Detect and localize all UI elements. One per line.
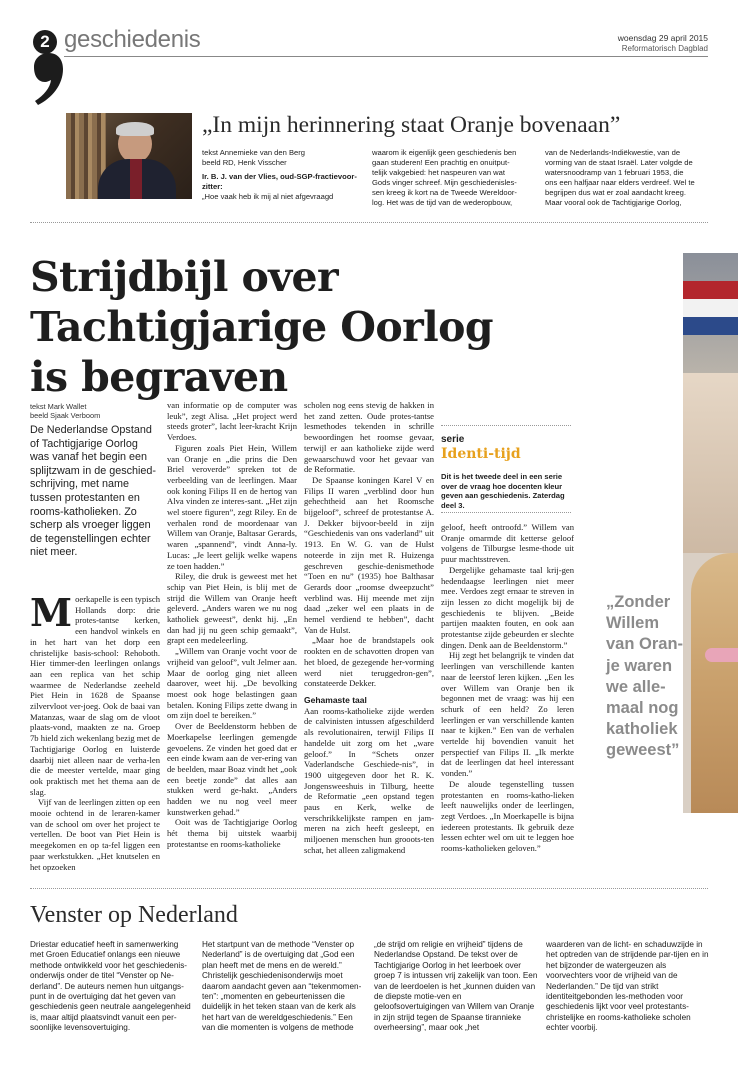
- pull-quote-line: we alle-: [606, 677, 666, 696]
- article-title: [30, 252, 493, 402]
- serie-top-rule: [441, 425, 571, 426]
- article-column-3: [304, 400, 434, 856]
- article-column-2: [167, 400, 297, 850]
- article-paragraph: scholen nog eens stevig de hakken in het zand zetten. Oude protes-tantse lesmethodes tekenden in schrille bewoordingen het roomse gevaar, terwijl er aan katholieke zijde werd gewaarschuwd voor het gevaar van de Reformatie.: [304, 400, 434, 475]
- article-column-1: [30, 590, 160, 872]
- article-paragraph: oerkapelle is een typisch Hollands dorp: drie protes-tantse kerken, een handvol winkels en in het hart van het dorp een christelijke basis-school: Rehoboth. Hier timmer-den leerlingen onlangs aan een replica van het schip waarmee de Nederlandse zeeheld Piet Hein in 1628 de Spaanse zilvervloot ver-joeg. Ook de baai van Matanzas, waar de slag om de vloot plaats-vond, maakten ze na. Groep 7b hield zich wekenlang bezig met de Tachtigjarige Oorlog en luisterde daarbij niet alleen naar de verha-len die de meester vertelde, maar ging ook praktisch met het thema aan de slag.: [30, 594, 160, 797]
- article-credit: tekst Mark Wallet: [30, 402, 87, 411]
- article-credit: beeld Sjaak Verboom: [30, 411, 101, 421]
- quote-text-line: „Hoe vaak heb ik mij al niet afgevraagd: [202, 191, 334, 201]
- article-paragraph: Dergelijke gehamaste taal krij-gen hedendaagse leerlingen niet meer mee. Verdoes zegt ernaar te streven in zijn lessen zo dicht mogelijk bij de geschiedenis te blijven. „Beide partijen maakten fouten, en ook aan protestantse zijde gebeurden er slechte dingen. Denk aan de Beeldenstorm.”: [441, 564, 574, 650]
- venster-title: Venster op Nederland: [30, 902, 238, 928]
- quote-credit: beeld RD, Henk Visscher: [202, 157, 287, 167]
- publication-name: Reformatorisch Dagblad: [621, 44, 708, 53]
- header-rule: [64, 56, 708, 57]
- page-number-badge: [33, 30, 57, 54]
- quote-column-1: [202, 148, 362, 202]
- article-subheading: Gehamaste taal: [304, 694, 367, 705]
- quote-text-line: telijk vakgebied: het naspeuren van wat: [372, 167, 505, 177]
- article-credits: [30, 402, 100, 421]
- article-paragraph: Vijf van de leerlingen zitten op een mooie ochtend in de leraren-kamer van de school om over het project te vertellen. De boot van Piet Hein is meegekomen en op ta-fel liggen een paar werkstukken. „Het knutselen en het opzoeken: [30, 797, 160, 872]
- article-paragraph: De Spaanse koningen Karel V en Filips II waren „verblind door hun gehechtheid aan het Roomsche bijgeloof”, schreef de protestantse A. J. Dekker bijvoor-beeld in zijn “Geschiedenis van ons vaderland” uit 1913. En W. G. van de Hulst noteerde in zijn met R. Huizenga geschreven geschie-denismethode “Toen en nu” (1935) hoe Balthasar Gerards door „roomse dweepzucht” verblind was. Hij meende met zijn daad „zeker wel een plaats in de hemel verdiend te hebben”, dacht Van de Hulst.: [304, 474, 434, 635]
- article-intro: De Nederlandse Opstand of Tachtigjarige Oorlog was vanaf het begin een splijtzwam in de geschied-schrijving, met name tussen protestanten en rooms-katholieken. Zo scherp als vroeger liggen de tegenstellingen echter niet meer.: [30, 424, 157, 559]
- comma-ornament-icon: [30, 53, 64, 105]
- article-paragraph: Ooit was de Tachtigjarige Oorlog hét thema bij uitstek waarbij protestantse en rooms-katholieke: [167, 817, 297, 849]
- venster-top-rule: [30, 888, 708, 889]
- serie-name: Identi-tijd: [441, 446, 521, 462]
- venster-column-2: Het startpunt van de methode “Venster op Nederland” is de overtuiging dat „God een plan heeft met de mens en de wereld.” Christelijk geschiedenisonderwijs moet daarom aandacht geven aan “tekenmomen-ten”: „momenten en gebeurtenissen die duidelijk in het teken staan van de kerk als het hart van de wereldgeschiedenis.” Een van die momenten is volgens de methode: [202, 940, 362, 1033]
- quote-text-line: vorming van de staat Israël. Later volgde de: [545, 157, 693, 167]
- portrait-photo: [66, 113, 192, 199]
- article-title-line: Tachtigjarige Oorlog: [30, 303, 493, 351]
- article-paragraph: De aloude tegenstelling tussen protestanten en rooms-katho-lieken leeft nauwelijks onder de leerlingen, zegt Verdoes. „In Moerkapelle is bijna iedereen protestants. Ik gebruik deze lessen echter wel om uit te leggen hoe rooms-katholieken geloven.”: [441, 778, 574, 854]
- venster-column-4: waarderen van de licht- en schaduwzijde in het optreden van de strijdende par-tijen en in het bijzonder de watergeuzen als voorvechters voor de vrijheid van de Nederlanden.” De tijd van strikt identiteitgebonden les-methoden voor geschiedenis lijkt voor veel protestants-christelijke en rooms-katholieke scholen echter voorbij.: [546, 940, 709, 1033]
- article-paragraph: Hij zegt het belangrijk te vinden dat leerlingen van verschillende kanten naar de leerstof leren kijken. „Een les over Willem van Oranje ben ik begonnen met de vraag: was hij een schurk of een held? Zo leren leerlingen er van verschillende kanten naar te kijken.” Een van de verhalen vertelde hij bovendien vanuit het perspectief van Filips II. „Ik merkte dat de leerlingen dat heel interessant vonden.”: [441, 650, 574, 779]
- pull-quote-line: Willem: [606, 614, 660, 633]
- quote-text-line: van de Nederlands-Indiëkwestie, van de: [545, 148, 681, 157]
- issue-date: woensdag 29 april 2015: [617, 33, 708, 43]
- quote-text-line: log. Het was de tijd van de wederopbouw,: [372, 197, 513, 207]
- quote-text-line: watersnoodramp van 1 februari 1953, die: [545, 167, 684, 177]
- article-paragraph: Over de Beeldenstorm hebben de Moerkapelse leerlingen gemengde gevoelens. Ze vinden het goed dat er een einde kwam aan de ver-ering van de beelden, maar Boaz vindt het „ook een beetje zonde” dat alles aan stukken werd ge-hakt. „Anders hadden we nu nog veel meer kunstwerken gehad.”: [167, 721, 297, 817]
- quote-headline: „In mijn herinnering staat Oranje bovenaan”: [202, 112, 621, 138]
- article-paragraph: Aan rooms-katholieke zijde werden de calvinisten intussen afgeschilderd als revolutionairen, terwijl Filips II handelde uit zorg om het „ware geloof.” In “Schets onzer Vaderlandsche Geschiede-nis”, in 1900 uitgegeven door het R. K. Jongensweeshuis in Tilburg, heette de Reformatie „een opstand tegen paus en Kerk, welke de verschrikkelijkste rampen en jam-meren na zich heeft gesleept, en miljoenen menschen hun grooots-ten schat, het alleen zaligmakend: [304, 705, 434, 855]
- serie-description: Dit is het tweede deel in een serie over de vraag hoe docenten kleur geven aan geschiedenis. Zaterdag deel 3.: [441, 472, 565, 510]
- quote-text-line: Gods vinger schreef. Mijn geschiedenisles-: [372, 177, 517, 187]
- article-column-4: [441, 522, 574, 854]
- article-paragraph: Figuren zoals Piet Hein, Willem van Oranje en „die prins die Den Briel veroverde” spreken tot de verbeelding van de leerlingen. Maar ook koning Filips II en de hertog van Alva vinden ze interes-sant. „Het zijn wel stoere figuren”, zegt Riley. En de verhalen rond de moordenaar van Willem van Oranje, Baltasar Gerards, waren „spannend”, vindt Anna-ly. Lucas: „Je leert gelijk welke wapens ze toen hadden.”: [167, 442, 297, 571]
- quote-column-2: [372, 148, 540, 207]
- quote-text-line: Maar vooral ook de Tachtigjarige Oorlog,: [545, 197, 682, 207]
- quote-speaker: zitter:: [202, 181, 223, 191]
- article-title-line: Strijdbijl over: [30, 253, 339, 301]
- quote-text-line: waarom ik eigenlijk geen geschiedenis ben: [372, 148, 517, 157]
- page-number: 2: [40, 32, 50, 51]
- article-paragraph: van informatie op de computer was leuk”, zegt Alisa. „Het project werd steeds groter”, lacht leer-kracht Krijn Verdoes.: [167, 400, 297, 443]
- article-paragraph: „Willem van Oranje vocht voor de vrijheid van geloof”, vult Jelmer aan. Maar de oorlog ging niet alleen daarover, weet hij. „De bevolking moest ook hoge belastingen gaan betalen. Koning Filips zette dwang in om zijn doel te bereiken.”: [167, 646, 297, 721]
- pull-quote-line: van Oran-: [606, 635, 684, 654]
- article-title-line: is begraven: [30, 353, 288, 401]
- drop-cap: M: [30, 590, 73, 635]
- pull-quote-line: je waren: [606, 656, 673, 675]
- venster-column-3: „de strijd om religie en vrijheid” tijdens de Nederlandse Opstand. De tekst over de Tachtigjarige Oorlog in het leerboek over groep 7 is intussen vrij zakelijk van toon. Een van de leerdoelen is het „kunnen duiden van de diepste motie-ven en geloofsovertuigingen van Willem van Oranje in zijn strijd tegen de Spaanse tirannieke overheersing”, maar ook „het: [374, 940, 538, 1033]
- section-title: geschiedenis: [64, 26, 201, 53]
- serie-bottom-rule: [441, 512, 571, 513]
- article-paragraph: Riley, die druk is geweest met het schip van Piet Hein, is blij met de strijd die Willem van Oranje heeft geleverd. „Anders waren we nu nog katholiek geweest”, denkt hij. „En dan had jij nu geen schip gemaakt”, grapt een medeleerling.: [167, 571, 297, 646]
- pull-quote-line: maal nog: [606, 699, 679, 718]
- venster-column-1: Driestar educatief heeft in samenwerking met Groen Educatief onlangs een nieuwe methode ontwikkeld voor het geschiedenis-onderwijs onder de titel “Venster op Ne-derland”. De auteurs nemen hun uitgangs-punt in de overtuiging dat het geven van geschiedenis geen neutrale aangelegenheid is, maar altijd plaatsvindt vanuit een per-soonlijke levensovertuiging.: [30, 940, 191, 1033]
- pull-quote-line: katholiek: [606, 720, 678, 739]
- quote-column-3: [545, 148, 711, 207]
- article-paragraph: geloof, heeft ontroofd.” Willem van Oranje omarmde dit ketterse geloof volgens de Tilburgse lesme-thode uit puur machtsstreven.: [441, 522, 574, 565]
- article-paragraph: „Maar hoe de brandstapels ook rookten en de schavotten dropen van het bloed, de gezegende her-vorming werd niet teruggedron-gen”, constateerde Dekker.: [304, 635, 434, 689]
- quote-block-rule: [30, 222, 708, 223]
- quote-speaker: Ir. B. J. van der Vlies, oud-SGP-fractievoor-: [202, 171, 357, 181]
- quote-credit: tekst Annemieke van den Berg: [202, 148, 306, 157]
- quote-text-line: ons een halfjaar naar elders verdreef. Wel te: [545, 177, 695, 187]
- quote-text-line: sen kreeg ik kort na de Tweede Wereldoor-: [372, 187, 517, 197]
- quote-text-line: gaan studeren! Een prachtig en onuitput-: [372, 157, 510, 167]
- pull-quote: [606, 592, 683, 762]
- pull-quote-line: geweest”: [606, 741, 680, 760]
- pull-quote-line: „Zonder: [606, 593, 671, 611]
- serie-label: serie: [441, 434, 465, 445]
- classroom-photo: [683, 253, 738, 813]
- quote-text-line: begrijpen dus wat er zoal aandacht kreeg.: [545, 187, 686, 197]
